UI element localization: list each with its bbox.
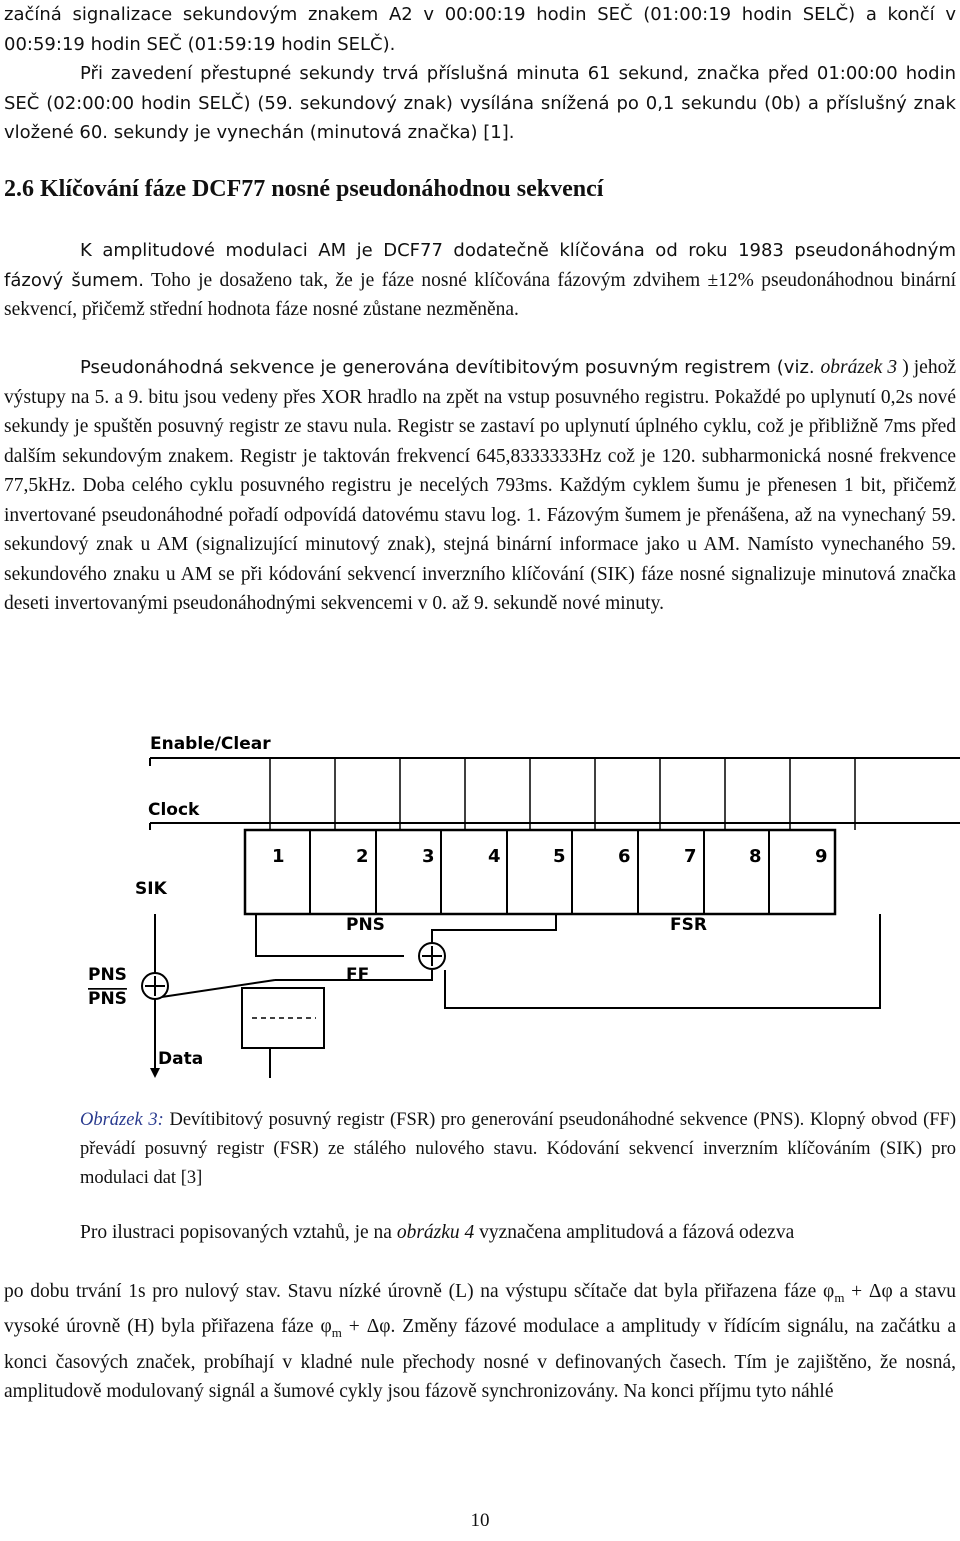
text-leap-b: sekundový znak) vysílána snížená po 0,1 sekundu (0b) a příslušný znak vložené 60. sekundy je vynechán (minutová značka) [1].	[4, 92, 956, 143]
subscript-m: m	[834, 1289, 845, 1305]
text-il-a: Pro ilustraci popisovaných vztahů, je na	[80, 1222, 397, 1243]
pns-label: PNS	[346, 915, 385, 935]
cell-3: 3	[422, 846, 435, 867]
text-pns-a: Pseudonáhodná sekvence je generována devítibitovým posuvným registrem (viz.	[80, 357, 821, 378]
sik-label: SIK	[135, 879, 167, 899]
cell-4: 4	[488, 846, 501, 867]
cell-5: 5	[553, 846, 566, 867]
pns-label-left: PNS	[88, 965, 127, 985]
text-last-3: + Δφ. Změny fázové modulace a amplitudy v řídícím signálu, na začátku a konci časových značek, probíhají v kladné nule přechody nosné v definovaných časech. Tím je zajištěno, že nosná, amplitudově modulovaný signál a šumové cykly jsou fázově synchronizovány. Na konci příjmu tyto náhlé	[4, 1316, 956, 1403]
cell-2: 2	[356, 846, 369, 867]
text-last-2: + Δφ a stavu vysoké úrovně (H) byla přiřazena fáze φ	[4, 1281, 956, 1338]
text-pns-b: ) jehož výstupy na 5. a 9. bitu jsou vedeny přes XOR hradlo na zpět na vstup posuvného registru. Pokaždé po uplynutí 0,2s nové sekundy je spuštěn posuvný registr ze stavu nula. Registr se zastaví po uplynutí úplného cyklu, což je přibližně 7ms před dalším sekundovým znakem. Registr je taktován frekvencí 645,8333333Hz což je 120. subharmonická nosné frekvence 77,5kHz. Doba celého cyklu posuvného registru je necelých 793ms. Každým cyklem šumu je přenesen 1 bit, přičemž invertované pseudonáhodné pořadí odpovídá datovému stavu log. 1. Fázovým šumem je přenášena, až na vynechaný 59. sekundový znak u AM (signalizující minutový znak), stejná binární informace jako u AM. Namísto vynechaného 59. sekundového znaku u AM se při kódování sekvencí inverzního klíčování (SIK) fáze nosné signalizuje minutová značka deseti invertovanými pseudonáhodnými sekvencemi v 0. až 9. sekundě nové minuty.	[4, 357, 956, 614]
ff-label: FF	[346, 965, 370, 985]
fsr-label: FSR	[670, 915, 707, 935]
cell-8: 8	[749, 846, 762, 867]
data-label: Data	[158, 1049, 204, 1069]
clock-label: Clock	[148, 800, 200, 820]
paragraph-leap-second	[4, 59, 956, 148]
caption-text: Devítibitový posuvný registr (FSR) pro generování pseudonáhodné sekvence (PNS). Klopný obvod (FF) převádí posuvný registr (FSR) ze stálého nulového stavu. Kódování sekvencí inverzním klíčováním (SIK) pro modulaci dat [3]	[80, 1110, 956, 1188]
cell-1: 1	[272, 846, 285, 867]
text-leap-a: Při zavedení přestupné sekundy trvá příslušná minuta 61 sekund, značka před 01:00:00 hodin SEČ (02:00:00 hodin SELČ) (59.	[4, 63, 956, 114]
text-am-b: Toho je dosaženo tak, že je fáze nosné klíčována fázovým zdvihem ±12% pseudonáhodnou binární sekvencí, přičemž střední hodnota fáze nosné zůstane nezměněna.	[4, 269, 956, 320]
paragraph-pns	[4, 353, 956, 619]
paragraph-illustration	[4, 1218, 956, 1248]
figure-caption	[80, 1106, 956, 1193]
text-am-a: K amplitudové modulaci AM je DCF77 dodatečně klíčována od roku 1983 pseudonáhodným fázový šumem.	[4, 240, 956, 291]
cell-6: 6	[618, 846, 631, 867]
paragraph-dcf77-sequence	[4, 0, 956, 59]
section-heading: 2.6 Klíčování fáze DCF77 nosné pseudonáhodnou sekvencí	[4, 176, 604, 202]
text-il-b: vyznačena amplitudová a fázová odezva	[474, 1222, 795, 1243]
page-number: 10	[470, 1510, 490, 1531]
text-last-1: po dobu trvání 1s pro nulový stav. Stavu nízké úrovně (L) na výstupu sčítače dat byla přiřazena fáze φ	[4, 1281, 835, 1302]
figure-reference: obrázek 3	[820, 357, 898, 378]
text-top: začíná signalizace sekundovým znakem A2 v 00:00:19 hodin SEČ (01:00:19 hodin SELČ) a končí v 00:59:19 hodin SEČ (01:59:19 hodin SELČ).	[4, 4, 956, 55]
paragraph-phase	[4, 1277, 956, 1407]
figure4-reference: obrázku 4	[396, 1222, 475, 1243]
fsr-diagram	[0, 718, 960, 1088]
subscript-m: m	[331, 1325, 342, 1341]
enable-clear-label: Enable/Clear	[150, 734, 271, 754]
pns-inverted-label: PNS	[88, 989, 127, 1009]
caption-label: Obrázek 3:	[80, 1110, 164, 1130]
cell-9: 9	[815, 846, 828, 867]
cell-7: 7	[684, 846, 697, 867]
paragraph-am-keying	[4, 236, 956, 325]
